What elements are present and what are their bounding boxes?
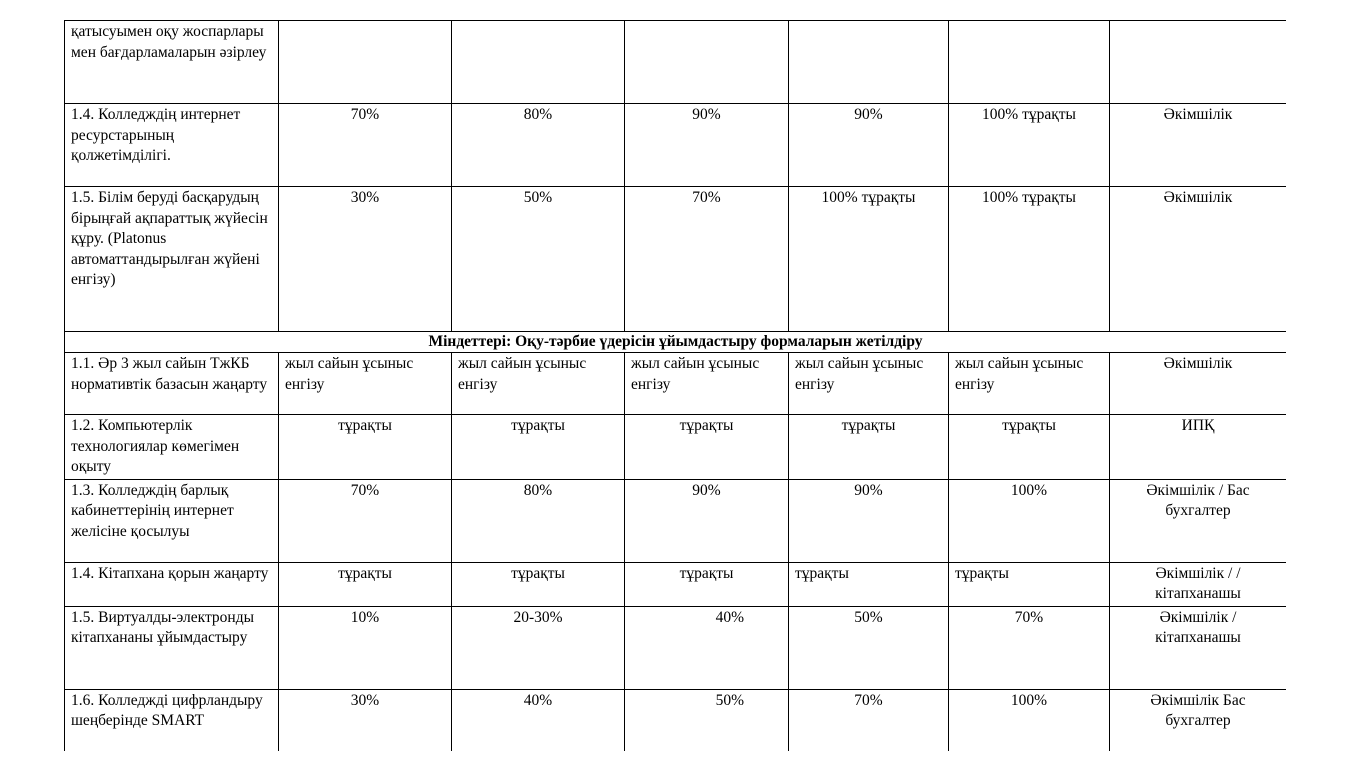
responsible-cell: Әкімшілік / / кітапханашы [1110,562,1287,606]
task-cell: 1.5. Виртуалды-электронды кітапхананы ұйымдастыру [65,606,279,689]
value-cell: 50% [625,689,789,751]
value-cell: 100% [949,479,1110,562]
value-cell: тұрақты [452,562,625,606]
responsible-cell: Әкімшілік / Бас бухгалтер [1110,479,1287,562]
task-cell: 1.4. Кітапхана қорын жаңарту [65,562,279,606]
responsible-cell: Әкімшілік [1110,104,1287,187]
value-cell: тұрақты [625,562,789,606]
table-row [65,353,1287,415]
value-cell: 10% [279,606,452,689]
table-row [65,479,1287,562]
table-row [65,104,1287,187]
value-cell: жыл сайын ұсыныс енгізу [279,353,452,415]
value-cell: 70% [949,606,1110,689]
value-cell: 90% [625,104,789,187]
value-cell: тұрақты [625,415,789,480]
value-cell: 80% [452,479,625,562]
value-cell: 90% [625,479,789,562]
value-cell: жыл сайын ұсыныс енгізу [625,353,789,415]
task-cell: 1.3. Колледждің барлық кабинеттерінің интернет желісіне қосылуы [65,479,279,562]
value-cell [452,21,625,104]
value-cell: 80% [452,104,625,187]
value-cell: жыл сайын ұсыныс енгізу [452,353,625,415]
value-cell: тұрақты [949,562,1110,606]
value-cell: 90% [789,479,949,562]
table-row [65,21,1287,104]
value-cell: 70% [625,187,789,332]
value-cell: 100% тұрақты [789,187,949,332]
value-cell: 70% [789,689,949,751]
value-cell: жыл сайын ұсыныс енгізу [789,353,949,415]
value-cell: жыл сайын ұсыныс енгізу [949,353,1110,415]
value-cell [789,21,949,104]
value-cell: 40% [625,606,789,689]
value-cell: 70% [279,479,452,562]
value-cell: 100% тұрақты [949,187,1110,332]
task-cell: 1.2. Компьютерлік технологиялар көмегімен оқыту [65,415,279,480]
responsible-cell [1110,21,1287,104]
value-cell: 20-30% [452,606,625,689]
task-cell: 1.4. Колледждің интернет ресурстарының қолжетімділігі. [65,104,279,187]
task-cell: 1.6. Колледжді цифрландыру шеңберінде SMART [65,689,279,751]
task-cell: қатысуымен оқу жоспарлары мен бағдарламаларын әзірлеу [65,21,279,104]
responsible-cell: ИПҚ [1110,415,1287,480]
responsible-cell: Әкімшілік Бас бухгалтер [1110,689,1287,751]
value-cell: 70% [279,104,452,187]
task-cell: 1.5. Білім беруді басқарудың бірыңғай ақпараттық жүйесін құру. (Platonus автоматтандырылған жүйені енгізу) [65,187,279,332]
section-header: Міндеттері: Оқу-тәрбие үдерісін ұйымдастыру формаларын жетілдіру [65,332,1287,353]
responsible-cell: Әкімшілік [1110,187,1287,332]
value-cell: тұрақты [789,415,949,480]
value-cell [625,21,789,104]
value-cell [279,21,452,104]
table-row [65,689,1287,751]
task-cell: 1.1. Әр 3 жыл сайын ТжКБ нормативтік базасын жаңарту [65,353,279,415]
responsible-cell: Әкімшілік / кітапханашы [1110,606,1287,689]
value-cell: 30% [279,187,452,332]
value-cell: 50% [452,187,625,332]
value-cell: тұрақты [279,562,452,606]
value-cell: 100% [949,689,1110,751]
value-cell: 40% [452,689,625,751]
value-cell: 90% [789,104,949,187]
value-cell: тұрақты [789,562,949,606]
document-page [64,20,1286,751]
table-row [65,606,1287,689]
table-row [65,562,1287,606]
responsible-cell: Әкімшілік [1110,353,1287,415]
value-cell: 100% тұрақты [949,104,1110,187]
table-row [65,187,1287,332]
section-header-row [65,332,1287,353]
value-cell: тұрақты [279,415,452,480]
table-row [65,415,1287,480]
value-cell: 30% [279,689,452,751]
value-cell: тұрақты [949,415,1110,480]
value-cell: тұрақты [452,415,625,480]
plan-table [64,20,1286,751]
value-cell: 50% [789,606,949,689]
value-cell [949,21,1110,104]
